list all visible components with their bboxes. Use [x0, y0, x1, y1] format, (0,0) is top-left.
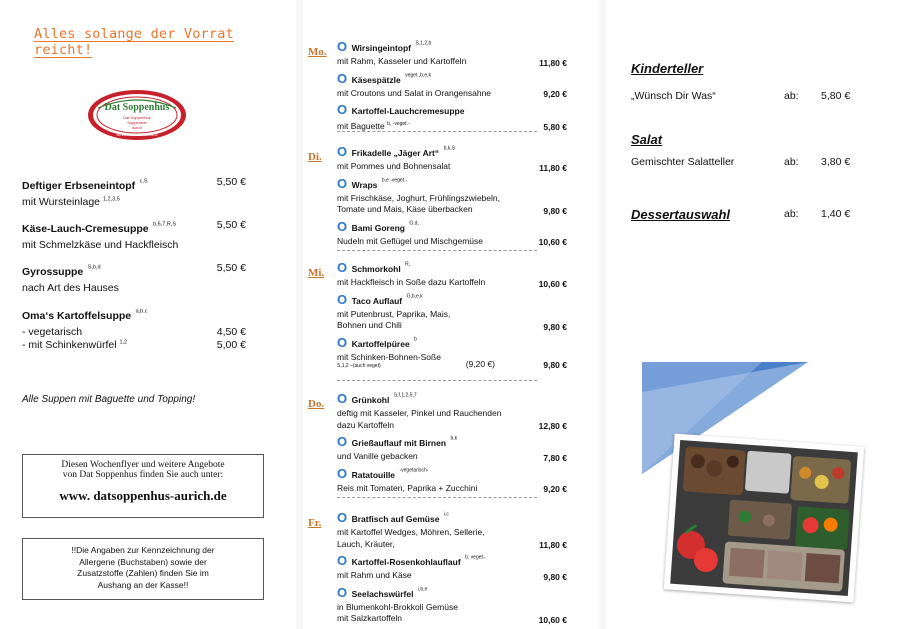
dish-name: Frikadelle „Jäger Art“	[351, 148, 440, 158]
day-label: Mi.	[308, 267, 325, 279]
dish-item	[337, 259, 567, 289]
allergen-note: b,e -veget.-	[381, 177, 408, 184]
soppenhus-logo	[86, 88, 188, 142]
kids-title: Kinderteller	[631, 61, 704, 76]
soup-variant: - mit Schinkenwürfel	[22, 339, 117, 351]
day-label: Do.	[308, 398, 325, 410]
dish-desc: Reis mit Tomaten, Paprika + Zucchini	[337, 482, 478, 493]
allergen-line: Aushang an der Kasse!!	[97, 579, 189, 590]
dish-name: Grießauflauf mit Birnen	[351, 438, 447, 448]
bullet-icon: O	[337, 144, 348, 159]
allergen-line: Zusatzstoffe (Zahlen) finden Sie im	[77, 568, 209, 578]
soup-name: Oma‘s Kartoffelsuppe	[22, 310, 132, 322]
soup-name: Käse-Lauch-Cremesuppe	[22, 223, 149, 235]
allergen-note: b,k	[450, 435, 458, 442]
dish-price: 10,60 €	[538, 237, 567, 247]
info-line: von Dat Soppenhus finden Sie auch unter:	[62, 470, 224, 480]
food-photo	[664, 434, 864, 603]
dish-price: 5,80 €	[543, 122, 567, 133]
allergen-note: i,b,e	[417, 586, 428, 593]
soup-price: 5,50 €	[216, 219, 246, 231]
salad-title: Salat	[631, 132, 663, 147]
price-prefix: ab:	[784, 156, 799, 168]
price-prefix: ab:	[784, 208, 799, 220]
info-line: Diesen Wochenflyer und weitere Angebote	[61, 460, 225, 470]
dish-name: Kartoffelpüree	[351, 338, 410, 349]
dish-item	[337, 465, 567, 495]
dish-price: 9,20 €	[543, 89, 567, 99]
bullet-icon: O	[337, 70, 348, 86]
soup-name: Deftiger Erbseneintopf	[22, 180, 136, 192]
dish-name: Kartoffel-Lauchcremesuppe	[351, 106, 465, 116]
day-label: Di.	[308, 151, 322, 163]
dish-desc: Lauch, Kräuter,	[337, 538, 395, 549]
kids-item: „Wünsch Dir Was“	[631, 90, 716, 102]
allergen-note: G,b,e,k	[406, 293, 423, 300]
dish-item	[337, 70, 567, 100]
allergen-line: !!Die Angaben zur Kennzeichnung der	[71, 545, 215, 555]
additive-note: b, -veget.-	[387, 121, 410, 127]
separator	[337, 131, 537, 132]
dish-desc: mit Rahm und Käse	[337, 570, 412, 580]
dish-price: 7,80 €	[543, 452, 567, 463]
salad-item: Gemischter Salatteller	[631, 156, 735, 168]
dish-desc: mit Salzkartoffeln	[337, 613, 403, 623]
info-box	[22, 454, 264, 518]
bullet-icon: O	[337, 218, 348, 234]
soup-price: 5,50 €	[216, 176, 246, 188]
dish-desc: mit Croutons und Salat in Orangensahne	[337, 87, 492, 98]
bullet-icon: O	[337, 260, 348, 275]
dish-desc: in Blumenkohl-Brokkoli Gemüse	[337, 601, 458, 612]
day-label: Fr.	[308, 517, 322, 529]
bullet-icon: O	[337, 291, 348, 307]
dessert-price: 1,40 €	[821, 208, 851, 220]
dish-item	[337, 433, 567, 463]
allergen-note: c,S	[139, 178, 148, 185]
motto: Alles solange der Vorrat reicht!	[34, 26, 234, 58]
bullet-icon: O	[337, 102, 348, 117]
soup-item	[22, 176, 262, 208]
dish-price: 9,80 €	[543, 205, 567, 216]
dish-desc: mit Schinken-Bohnen-Soße	[337, 351, 441, 362]
dish-name: Kartoffel-Rosenkohlauflauf	[351, 557, 461, 567]
soup-note: Alle Suppen mit Baguette und Topping!	[22, 394, 196, 405]
bullet-icon: O	[337, 39, 348, 54]
dish-item	[337, 101, 567, 132]
dish-desc: mit Rahm, Kasseler und Kartoffeln	[337, 56, 467, 66]
svg-text:Dat Soppenhus: Dat Soppenhus	[123, 115, 151, 120]
website-url: www. datsoppenhus-aurich.de	[59, 488, 227, 503]
dish-name: Seelachswürfel	[351, 588, 414, 599]
bullet-icon: O	[337, 175, 348, 191]
right-panel	[606, 0, 900, 629]
soup-desc: mit Schmelzkäse und Hackfleisch	[22, 239, 179, 251]
dish-name: Wirsingeintopf	[351, 43, 411, 53]
dish-desc: mit Kartoffel Wedges, Möhren, Sellerie,	[337, 527, 485, 537]
dish-desc: deftig mit Kasseler, Pinkel und Rauchenden	[337, 408, 502, 418]
dish-item	[337, 38, 567, 68]
additive-note: S,1,2 –(auch veget)	[337, 363, 381, 369]
dish-desc: Bohnen und Chili	[337, 320, 402, 330]
bullet-icon: O	[337, 510, 348, 525]
soup-desc: nach Art des Hauses	[22, 282, 119, 294]
allergen-box	[22, 538, 264, 600]
bullet-icon: O	[337, 434, 348, 449]
allergen-note: a,b,c	[135, 308, 148, 315]
soup-name: Gyrossuppe	[22, 266, 84, 278]
soup-variant: - vegetarisch	[22, 326, 83, 338]
dish-price: 9,80 €	[543, 321, 567, 332]
alt-price: (9,20 €)	[465, 358, 495, 369]
dish-price: 10,60 €	[538, 614, 567, 625]
allergen-note: veget.,b,e,k	[405, 72, 432, 79]
dish-item	[337, 509, 567, 550]
separator	[337, 497, 537, 498]
dish-name: Bratfisch auf Gemüse	[351, 514, 440, 524]
svg-text:Suppenbar: Suppenbar	[127, 120, 147, 125]
dish-item	[337, 552, 567, 582]
weekly-menu-panel	[303, 0, 599, 629]
separator	[337, 380, 537, 381]
allergen-note: S,f,1,2,5,7	[393, 392, 417, 399]
dish-name: Grünkohl	[351, 395, 390, 405]
dish-desc: dazu Kartoffeln	[337, 419, 395, 430]
allergen-note: b,k,S	[443, 145, 455, 152]
allergen-note: G,d,	[409, 220, 419, 227]
additive-note: 1,2	[119, 339, 128, 346]
dish-desc: und Vanille gebacken	[337, 451, 418, 461]
dish-name: Ratatouille	[351, 469, 396, 480]
dish-desc: mit Hackfleisch in Soße dazu Kartoffeln	[337, 277, 486, 287]
dish-price: 11,80 €	[539, 540, 567, 550]
dish-item	[337, 334, 567, 371]
soup-desc: mit Wursteinlage	[22, 196, 101, 208]
soup-item	[22, 262, 262, 294]
allergen-note: S,1,2,b	[415, 40, 432, 47]
additive-note: 1,2,3,5	[102, 196, 120, 203]
dish-item	[337, 291, 567, 332]
soup-item	[22, 219, 262, 251]
dish-desc: mit Putenbrust, Paprika, Mais,	[337, 308, 451, 319]
dish-desc: mit Baguette	[337, 120, 385, 131]
bullet-icon: O	[337, 334, 348, 350]
allergen-line: Allergene (Buchstaben) sowie der	[79, 556, 207, 567]
dish-price: 9,20 €	[543, 484, 567, 494]
allergen-note: b	[414, 336, 417, 343]
dish-item	[337, 175, 567, 216]
svg-text:Dat Soppenhus: Dat Soppenhus	[104, 102, 170, 113]
dish-item	[337, 584, 567, 625]
soup-price: 5,50 €	[216, 262, 246, 274]
day-label: Mo.	[308, 46, 327, 58]
dish-price: 12,80 €	[538, 421, 567, 431]
dish-desc: mit Pommes und Bohnensalat	[337, 161, 451, 171]
dish-item	[337, 390, 567, 431]
svg-text:Wo Essen ein Stück Heimat ist: Wo Essen ein Stück Heimat ist	[116, 133, 158, 137]
bullet-icon: O	[337, 584, 348, 600]
bullet-icon: O	[337, 465, 348, 481]
svg-text:Aurich: Aurich	[132, 126, 142, 130]
dish-name: Käsespätzle	[351, 74, 401, 85]
soup-item	[22, 306, 262, 351]
separator	[337, 250, 537, 251]
dessert-title: Dessertauswahl	[631, 207, 730, 222]
left-panel	[0, 0, 296, 629]
allergen-note: b, veget.-	[465, 554, 486, 561]
dish-name: Wraps	[351, 179, 378, 190]
dish-price: 10,60 €	[538, 278, 567, 289]
allergen-note: S,b,d	[87, 264, 101, 271]
allergen-note: R,	[405, 261, 411, 268]
dish-desc: Tomate und Mais, Käse überbacken	[337, 204, 473, 214]
dish-item	[337, 218, 567, 248]
dish-price: 9,80 €	[543, 571, 567, 582]
dish-item	[337, 143, 567, 173]
bullet-icon: O	[337, 553, 348, 568]
soup-price: 4,50 €	[216, 326, 246, 338]
dish-price: 11,80 €	[539, 57, 567, 68]
dish-desc: mit Frischkäse, Joghurt, Frühlingszwiebeln,	[337, 192, 500, 203]
allergen-note: b,6,7,R,S	[153, 221, 177, 228]
soup-price: 5,00 €	[216, 339, 246, 351]
bullet-icon: O	[337, 391, 348, 406]
dish-name: Schmorkohl	[351, 264, 401, 274]
dish-price: 9,80 €	[543, 360, 567, 370]
dish-price: 11,80 €	[539, 162, 567, 173]
allergen-note: -vegetarisch-	[399, 467, 429, 474]
dish-desc: Nudeln mit Geflügel und Mischgemüse	[337, 235, 483, 246]
dish-name: Taco Auflauf	[351, 295, 403, 306]
dish-name: Bami Goreng	[351, 222, 405, 233]
salad-price: 3,80 €	[821, 156, 851, 168]
kids-price: 5,80 €	[821, 90, 851, 102]
price-prefix: ab:	[784, 90, 799, 102]
allergen-note: i,c	[443, 511, 449, 518]
